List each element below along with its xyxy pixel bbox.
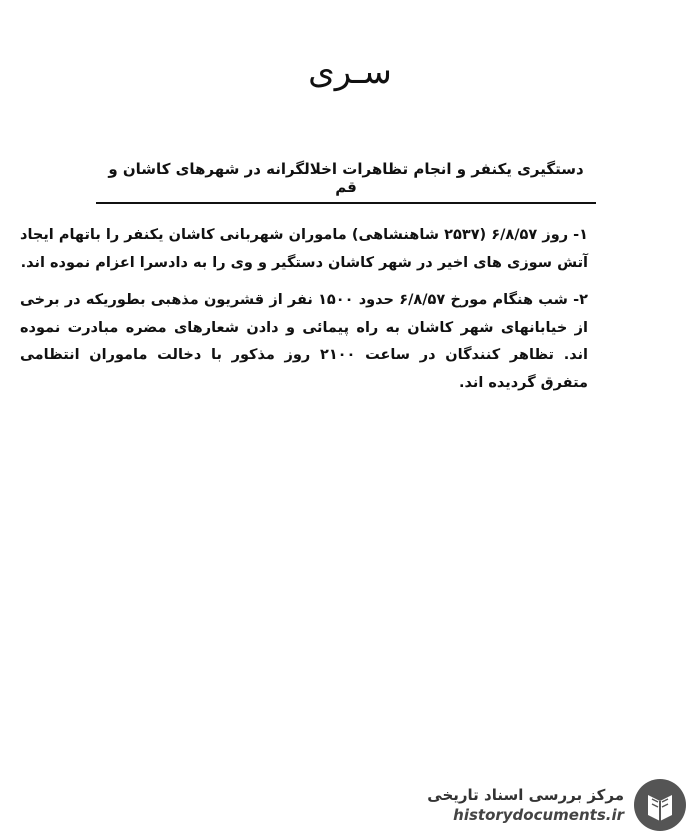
org-name: مرکز بررسی اسناد تاریخی: [427, 786, 624, 804]
org-url: historydocuments.ir: [453, 806, 624, 824]
watermark-text: [427, 786, 624, 824]
paragraph-1: ۱- روز ۶/۸/۵۷ (۲۵۳۷ شاهنشاهی) ماموران شهربانی کاشان یکنفر را باتهام ایجاد آتش سوزی های اخیر در شهر کاشان دستگیر و وی را به دادسرا اعزام نموده اند.: [20, 227, 589, 271]
watermark-footer: [427, 779, 686, 831]
book-logo-icon: [634, 779, 686, 831]
document-subject: دستگیری یکنفر و انجام تظاهرات اخلالگرانه در شهرهای کاشان و قم: [96, 160, 596, 204]
classification-label: سـری: [308, 52, 392, 92]
paragraph-2: ۲- شب هنگام مورخ ۶/۸/۵۷ حدود ۱۵۰۰ نفر از قشریون مذهبی بطوریکه در برخی از خیابانهای شهر کاشان به راه پیمائی و دادن شعارهای مضره مبادرت نموده اند. تظاهر کنندگان در ساعت ۲۱۰۰ روز مذکور با دخالت ماموران انتظامی متفرق گردیده اند.: [20, 292, 588, 391]
document-body: [20, 222, 588, 407]
